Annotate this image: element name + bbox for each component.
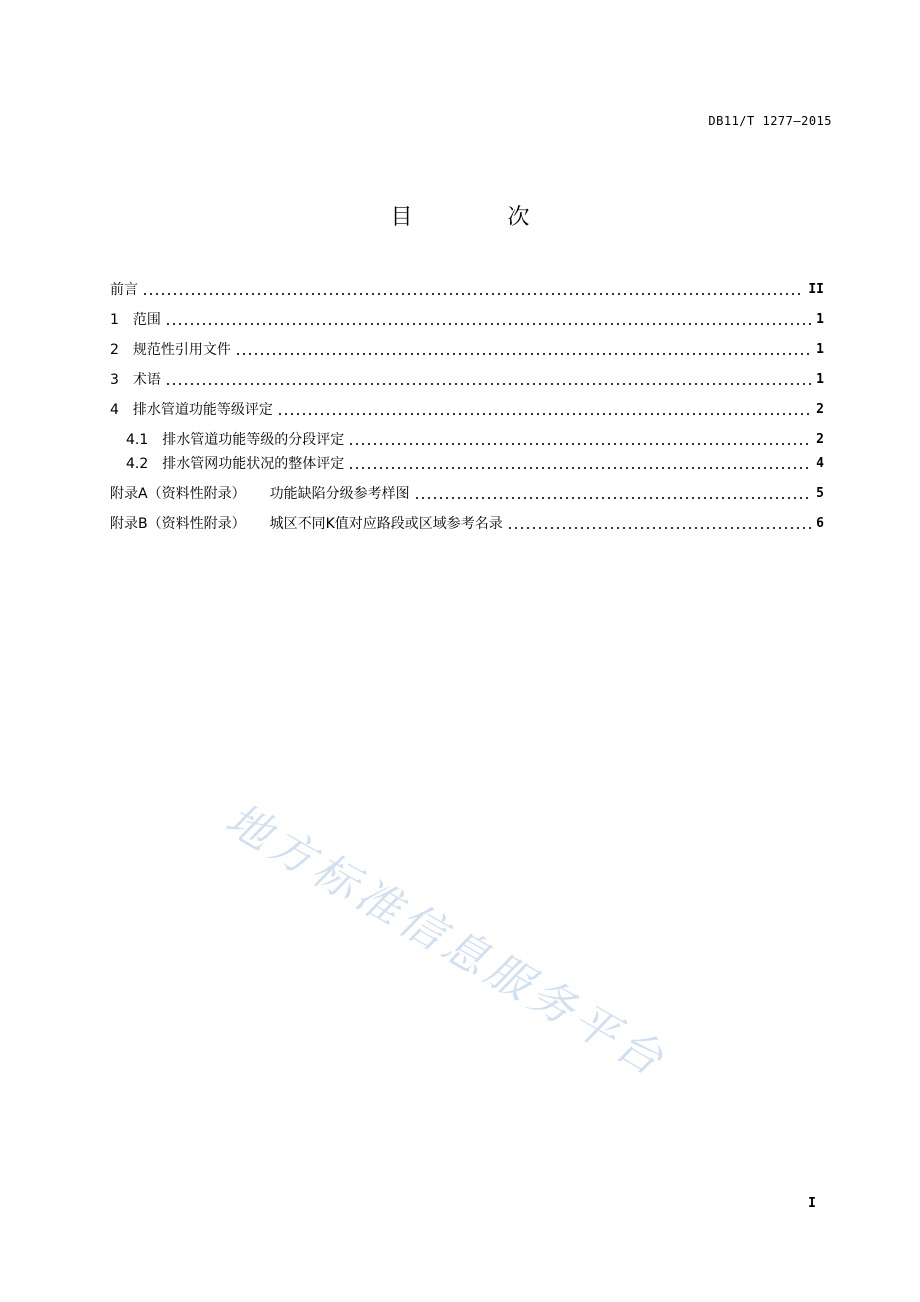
- toc-leader-dots: [142, 293, 804, 295]
- toc-entry-page: 2: [816, 432, 824, 447]
- toc-entry-page: 2: [816, 402, 824, 417]
- toc-entry-number: 附录A（资料性附录）: [110, 486, 246, 502]
- page-number: I: [808, 1196, 816, 1211]
- toc-entry-title: 排水管道功能等级的分段评定: [162, 432, 345, 448]
- toc-entry-number: 1: [110, 312, 119, 328]
- toc-entry-page: 6: [816, 516, 824, 531]
- toc-entry-4-2[interactable]: [126, 454, 824, 474]
- toc-entry-title: 排水管道功能等级评定: [132, 402, 273, 418]
- toc-entry-3[interactable]: [110, 370, 824, 390]
- toc-entry-page: II: [808, 282, 824, 297]
- toc-entry-page: 1: [816, 372, 824, 387]
- toc-entry-page: 5: [816, 486, 824, 501]
- toc-entry-preface[interactable]: [110, 280, 824, 300]
- toc-entry-1[interactable]: [110, 310, 824, 330]
- toc-entry-number: 附录B（资料性附录）: [110, 516, 246, 532]
- toc-leader-dots: [507, 527, 812, 529]
- toc-entry-title: 规范性引用文件: [132, 342, 231, 358]
- page-title: 目 次: [390, 205, 574, 230]
- toc-leader-dots: [165, 383, 812, 385]
- toc-entry-4-1[interactable]: [126, 430, 824, 450]
- toc-entry-number: 2: [110, 342, 119, 358]
- toc-leader-dots: [348, 467, 812, 469]
- toc-entry-number: 4.2: [126, 456, 149, 472]
- toc-entry-4[interactable]: [110, 400, 824, 420]
- toc-entry-number: 4: [110, 402, 119, 418]
- document-code: DB11/T 1277—2015: [708, 114, 832, 128]
- toc-leader-dots: [277, 413, 812, 415]
- toc-entry-page: 1: [816, 342, 824, 357]
- toc-entry-page: 1: [816, 312, 824, 327]
- toc-entry-number: 4.1: [126, 432, 149, 448]
- toc-entry-page: 4: [816, 456, 824, 471]
- toc-entry-appendix-a[interactable]: [110, 484, 824, 504]
- toc-entry-title: 前言: [110, 282, 138, 298]
- watermark: 地方标准信息服务平台: [217, 793, 676, 1088]
- toc-entry-title: 范围: [132, 312, 161, 328]
- toc-leader-dots: [165, 323, 812, 325]
- toc-entry-2[interactable]: [110, 340, 824, 360]
- toc-entry-title: 排水管网功能状况的整体评定: [162, 456, 345, 472]
- toc-leader-dots: [235, 353, 812, 355]
- toc-leader-dots: [348, 443, 812, 445]
- toc-entry-title: 功能缺陷分级参考样图: [269, 486, 410, 502]
- toc-entry-number: 3: [110, 372, 119, 388]
- toc-entry-appendix-b[interactable]: [110, 514, 824, 534]
- toc-entry-title: 城区不同K值对应路段或区域参考名录: [269, 516, 503, 532]
- toc-entry-title: 术语: [132, 372, 161, 388]
- toc-leader-dots: [414, 497, 813, 499]
